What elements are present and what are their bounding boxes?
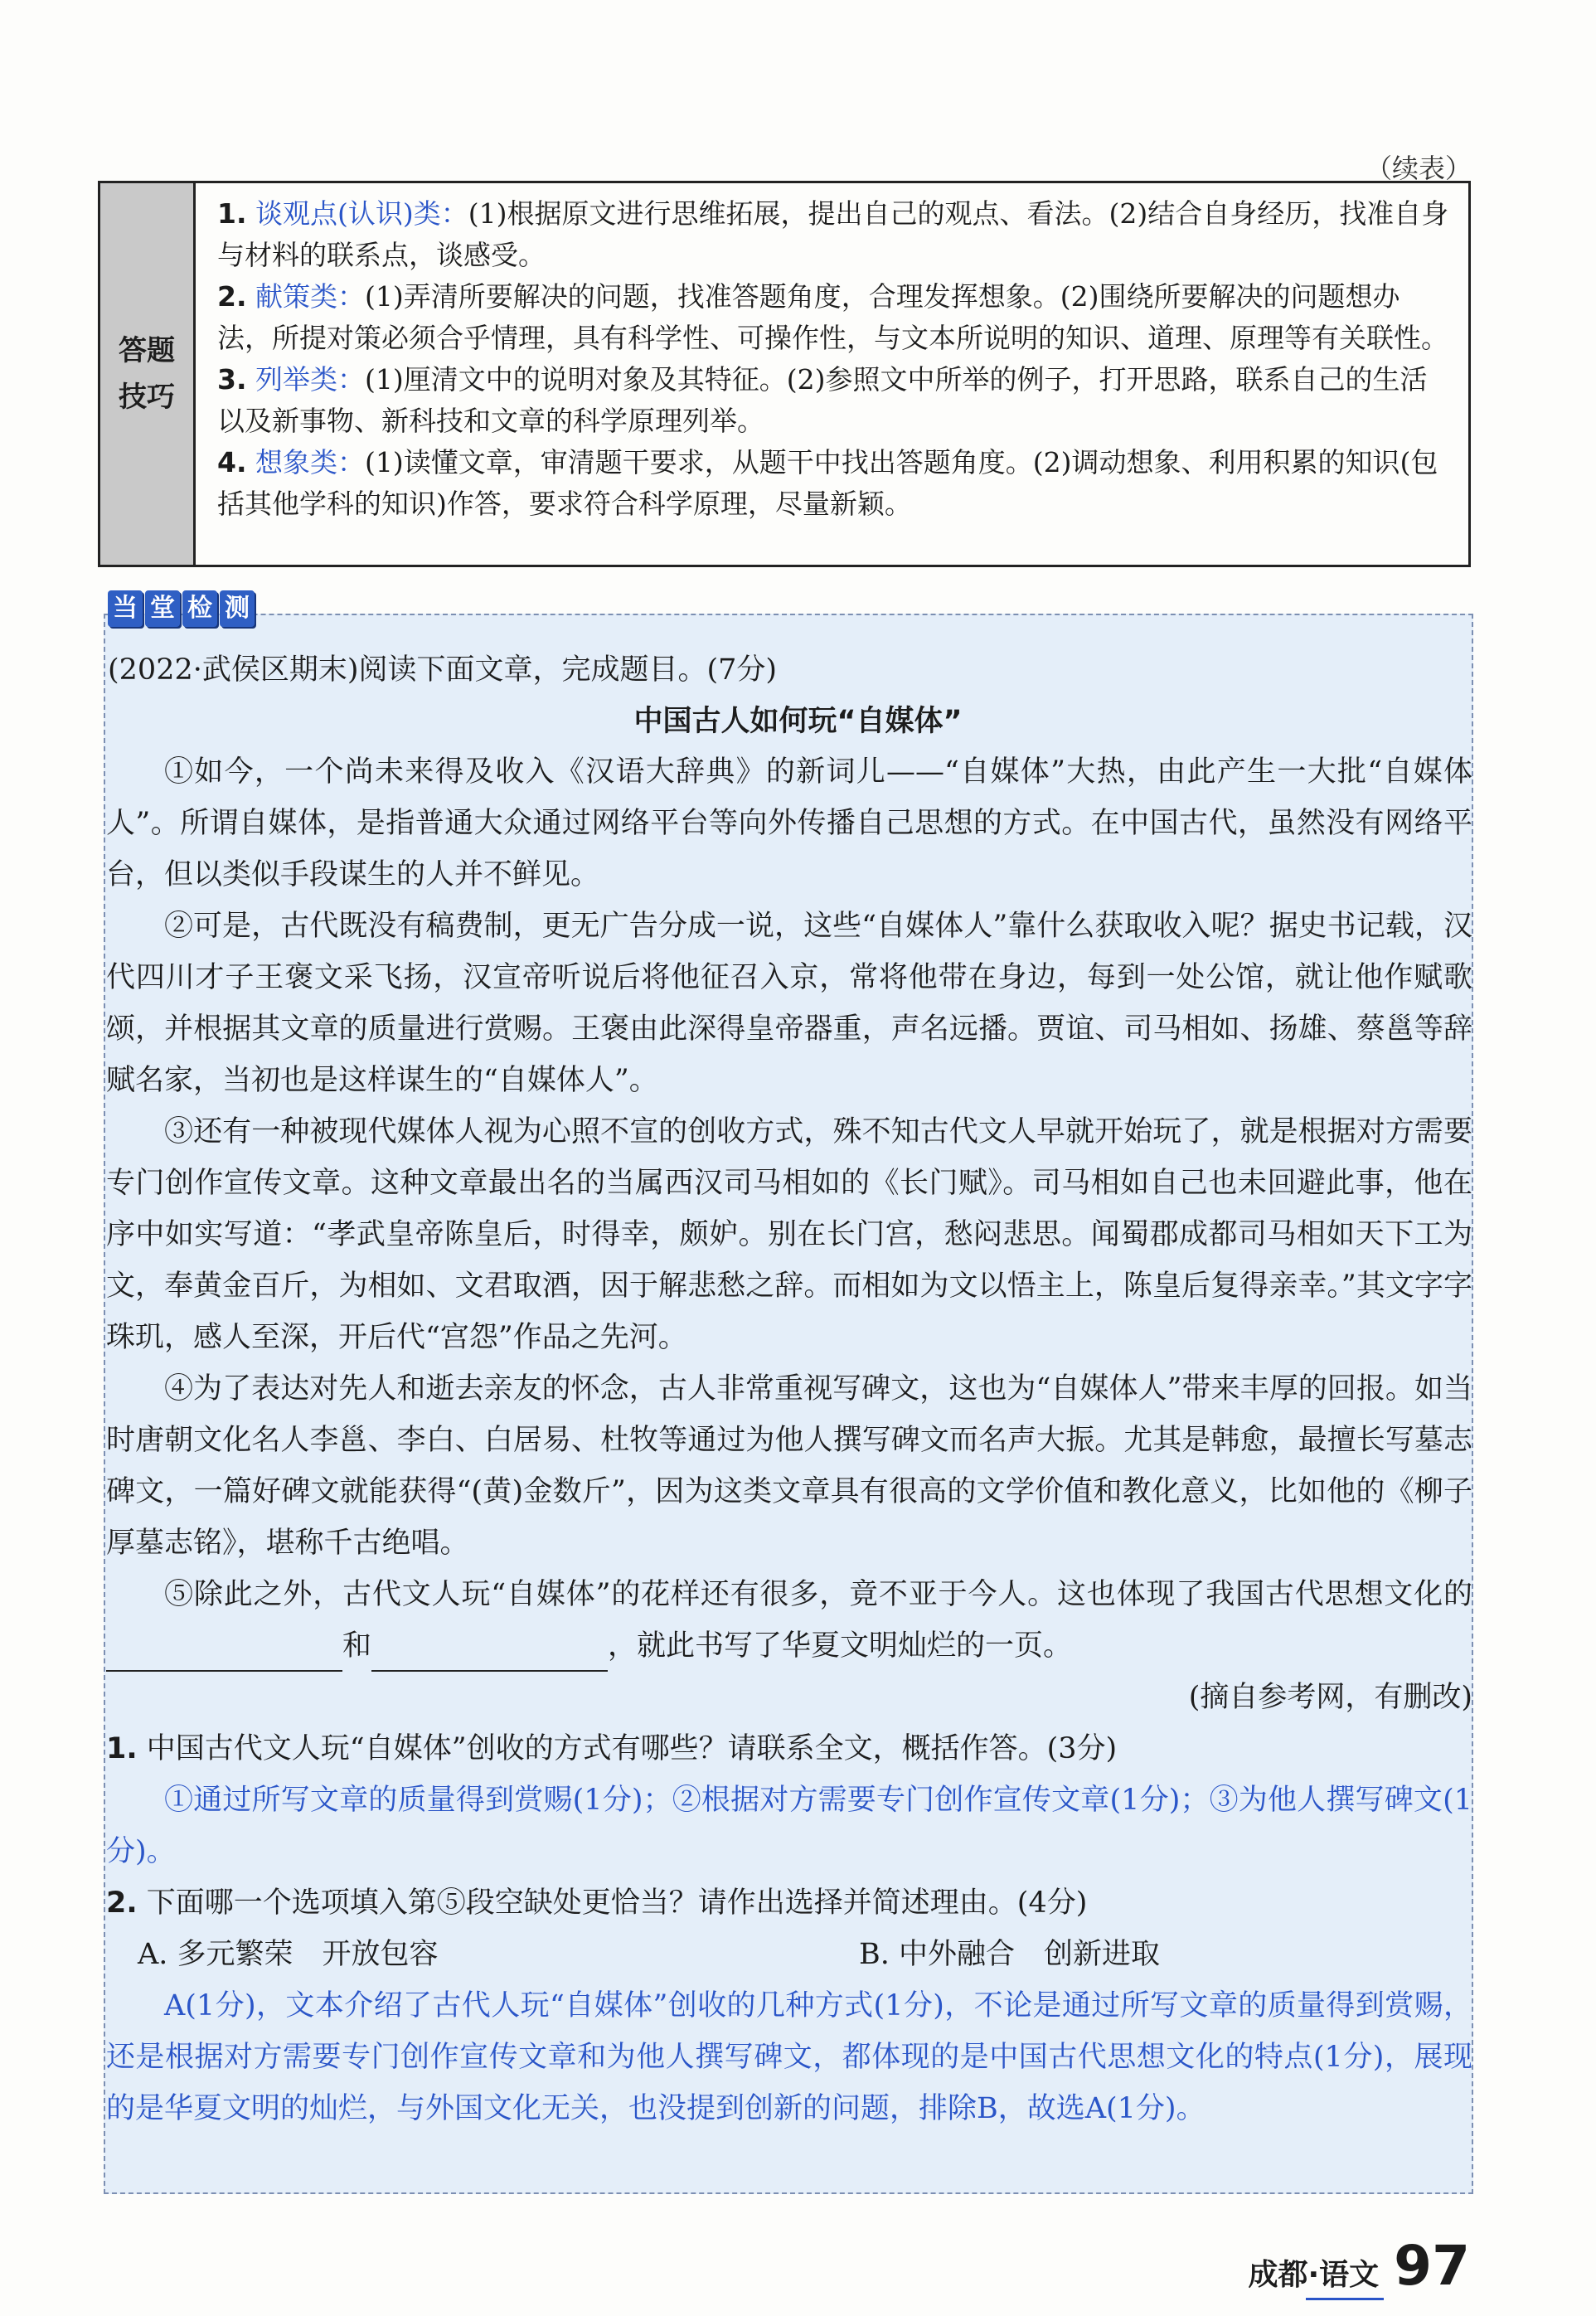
tip-item [217, 359, 1453, 442]
paragraph5-start: ⑤除此之外，古代文人玩“自媒体”的花样还有很多，竟不亚于今人。这也体现了我国古代思想文化的 [164, 1578, 1472, 1611]
tip-text: (1)读懂文章，审清题干要求，从题干中找出答题角度。(2)调动想象、利用积累的知识(包括其他学科的知识)作答，要求符合科学原理，尽量新颖。 [217, 446, 1438, 520]
badge-char: 堂 [145, 590, 180, 627]
tip-number: 1. [217, 197, 247, 230]
article-paragraph [106, 1569, 1472, 1672]
tip-keyword: 谈观点(认识)类： [255, 197, 468, 230]
continued-label: （续表） [1365, 153, 1472, 184]
question-text: 中国古代文人玩“自媒体”创收的方式有哪些？请联系全文，概括作答。(3分) [146, 1732, 1118, 1765]
answer-2: A(1分)，文本介绍了古代人玩“自媒体”创收的几种方式(1分)，不论是通过所写文章的质量得到赏赐，还是根据对方需要专门创作宣传文章和为他人撰写碑文，都体现的是中国古代思想文化的特点(1分)，展现的是华夏文明的灿烂，与外国文化无关，也没提到创新的问题，排除B，故选A(1分)。 [106, 1989, 1472, 2125]
tip-text: (1)弄清所要解决的问题，找准答题角度，合理发挥想象。(2)围绕所要解决的问题想办法，所提对策必须合乎情理，具有科学性、可操作性，与文本所说明的知识、道理、原理等有关联性。 [217, 280, 1448, 354]
tip-number: 2. [217, 280, 247, 313]
tip-keyword: 想象类： [255, 446, 365, 478]
article-paragraph: ④为了表达对先人和逝去亲友的怀念，古人非常重视写碑文，这也为“自媒体人”带来丰厚的回报。如当时唐朝文化名人李邕、李白、白居易、杜牧等通过为他人撰写碑文而名声大振。尤其是韩愈，最擅长写墓志碑文，一篇好碑文就能获得“(黄)金数斤”，因为这类文章具有很高的文学价值和教化意义，比如他的《柳子厚墓志铭》，堪称千古绝唱。 [106, 1372, 1472, 1560]
question-2 [106, 1877, 1472, 1929]
tip-number: 3. [217, 363, 247, 396]
tip-item [217, 193, 1453, 276]
badge-char: 检 [182, 590, 217, 627]
badge-char: 测 [220, 590, 255, 627]
questions [106, 1723, 1472, 2134]
section-badge [108, 590, 255, 627]
tip-item [217, 276, 1453, 359]
article-paragraph: ②可是，古代既没有稿费制，更无广告分成一说，这些“自媒体人”靠什么获取收入呢？据史书记载，汉代四川才子王褒文采飞扬，汉宣帝听说后将他征召入京，常将他带在身边，每到一处公馆，就让他作赋歌颂，并根据其文章的质量进行赏赐。王褒由此深得皇帝器重，声名远播。贾谊、司马相如、扬雄、蔡邕等辞赋名家，当初也是这样谋生的“自媒体人”。 [106, 910, 1472, 1097]
tips-label-cell [100, 183, 196, 565]
tip-number: 4. [217, 446, 247, 478]
option-b: B. 中外融合 创新进取 [859, 1938, 1160, 1971]
answer-1: ①通过所写文章的质量得到赏赐(1分)；②根据对方需要专门创作宣传文章(1分)；③为他人撰写碑文(1分)。 [106, 1784, 1472, 1868]
tip-keyword: 列举类： [255, 363, 365, 396]
badge-char: 当 [108, 590, 143, 627]
options [106, 1929, 1472, 1980]
question-number: 2. [106, 1886, 138, 1920]
tip-text: (1)厘清文中的说明对象及其特征。(2)参照文中所举的例子，打开思路，联系自己的生活以及新事物、新科技和文章的科学原理列举。 [217, 363, 1428, 437]
article-body [106, 746, 1472, 1723]
blank-2 [371, 1637, 608, 1672]
tips-label-line2: 技巧 [119, 381, 175, 414]
page-number: 97 [1394, 2234, 1470, 2298]
article-source: (摘自参考网，有删改) [1188, 1681, 1472, 1714]
tip-item [217, 442, 1453, 525]
question-number: 1. [106, 1732, 138, 1765]
article-paragraph: ①如今，一个尚未来得及收入《汉语大辞典》的新词儿——“自媒体”大热，由此产生一大批“自媒体人”。所谓自媒体，是指普通大众通过网络平台等向外传播自己思想的方式。在中国古代，虽然没有网络平台，但以类似手段谋生的人并不鲜见。 [106, 755, 1472, 891]
question-text: 下面哪一个选项填入第⑤段空缺处更恰当？请作出选择并简述理由。(4分) [146, 1886, 1088, 1920]
question-1 [106, 1723, 1472, 1775]
tips-table [98, 181, 1471, 567]
paragraph5-end: ，就此书写了华夏文明灿烂的一页。 [608, 1629, 1073, 1663]
tips-content [196, 183, 1468, 565]
blank-1 [106, 1637, 342, 1672]
tips-label-line1: 答题 [119, 334, 175, 367]
option-a: A. 多元繁荣 开放包容 [138, 1938, 439, 1971]
page-footer [1248, 2234, 1470, 2298]
article-title: 中国古人如何玩“自媒体” [633, 705, 963, 738]
tip-text: (1)根据原文进行思维拓展，提出自己的观点、看法。(2)结合自身经历，找准自身与材料的联系点，谈感受。 [217, 197, 1449, 271]
paragraph5-middle: 和 [342, 1629, 372, 1663]
tip-keyword: 献策类： [255, 280, 365, 313]
article-paragraph: ③还有一种被现代媒体人视为心照不宣的创收方式，殊不知古代文人早就开始玩了，就是根据对方需要专门创作宣传文章。这种文章最出名的当属西汉司马相如的《长门赋》。司马相如自己也未回避此事，他在序中如实写道：“孝武皇帝陈皇后，时得幸，颇妒。别在长门宫，愁闷悲思。闻蜀郡成都司马相如天下工为文，奉黄金百斤，为相如、文君取酒，因于解悲愁之辞。而相如为文以悟主上，陈皇后复得亲幸。”其文字字珠玑，感人至深，开后代“宫怨”作品之先河。 [106, 1115, 1472, 1354]
exercise-intro: (2022·武侯区期末)阅读下面文章，完成题目。(7分) [108, 653, 778, 687]
book-label: 成都·语文 [1248, 2251, 1379, 2294]
